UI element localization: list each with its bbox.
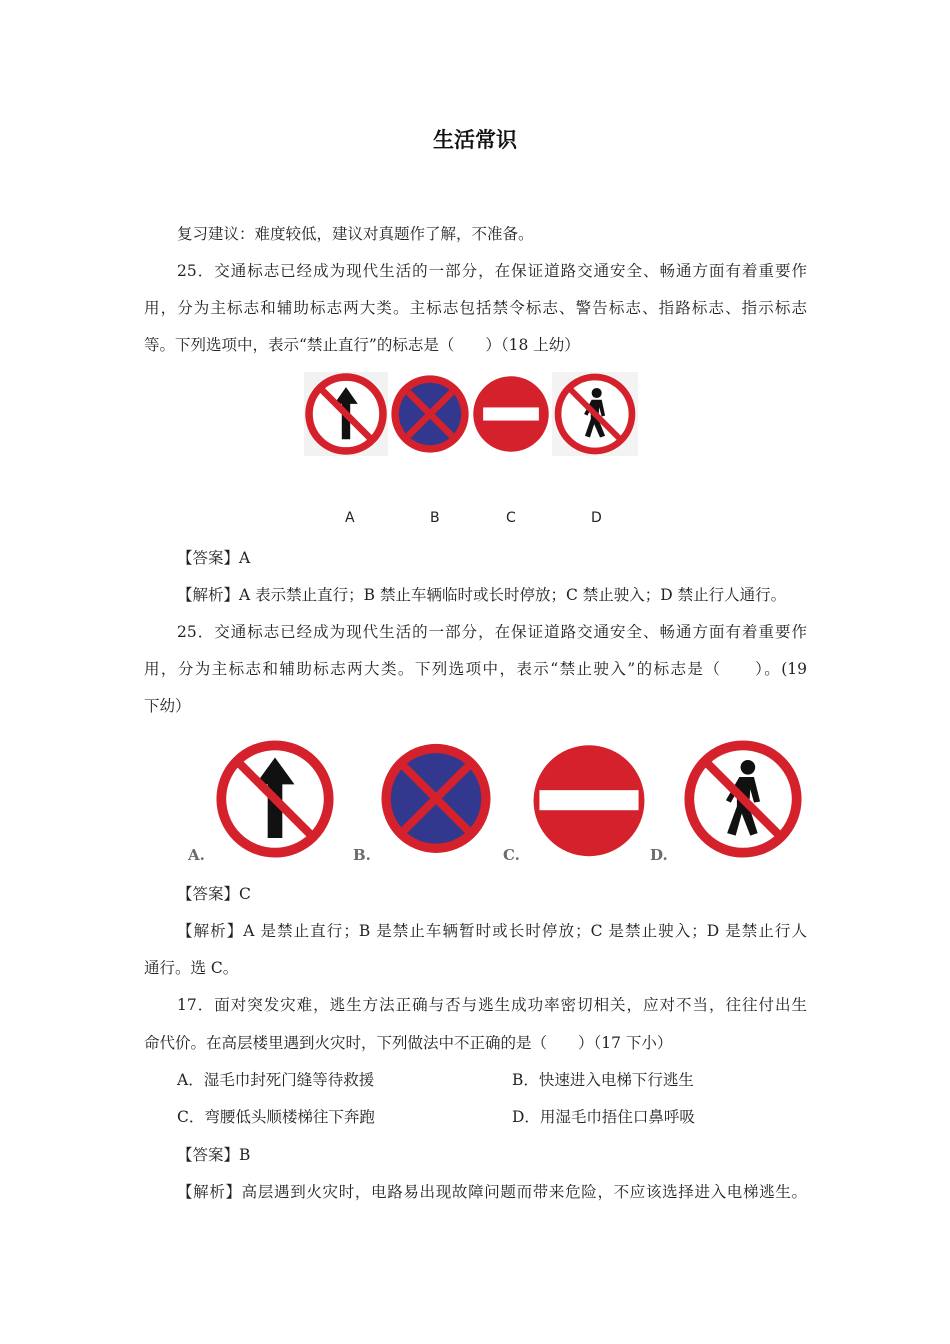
q2-option-label-c: C. <box>503 846 520 864</box>
no-pedestrian-icon <box>682 738 804 860</box>
q1-analysis: 【解析】A 表示禁止直行；B 禁止车辆临时或长时停放；C 禁止驶入；D 禁止行人通行。 <box>177 586 787 604</box>
q3-line-2: 命代价。在高层楼里遇到火灾时，下列做法中不正确的是（ ）（17 下小） <box>144 1034 673 1052</box>
no-parking-icon <box>388 372 472 456</box>
q1-option-label-b: B <box>430 510 440 526</box>
q3-choice-b: B．快速进入电梯下行逃生 <box>512 1071 694 1089</box>
q2-line-2: 用，分为主标志和辅助标志两大类。下列选项中，表示“禁止驶入”的标志是（ ）。(19 <box>144 660 807 678</box>
page-title: 生活常识 <box>433 128 517 152</box>
q2-option-label-b: B. <box>353 846 371 864</box>
q3-answer: 【答案】B <box>177 1146 251 1164</box>
q2-line-3: 下幼） <box>144 697 191 715</box>
q1-line-2: 用，分为主标志和辅助标志两大类。主标志包括禁令标志、警告标志、指路标志、指示标志 <box>144 299 807 317</box>
no-straight-icon <box>304 372 388 456</box>
q3-line-1: 17．面对突发灾难，逃生方法正确与否与逃生成功率密切相关，应对不当，往往付出生 <box>177 996 807 1014</box>
q1-answer: 【答案】A <box>177 549 251 567</box>
q3-choice-a: A．湿毛巾封死门缝等待救援 <box>177 1071 375 1089</box>
q2-analysis-line-1: 【解析】A 是禁止直行；B 是禁止车辆暂时或长时停放；C 是禁止驶入；D 是禁止行人 <box>177 922 807 940</box>
q3-choice-c: C．弯腰低头顺楼梯往下奔跑 <box>177 1108 375 1126</box>
q2-option-label-a: A. <box>188 846 205 864</box>
q2-answer: 【答案】C <box>177 885 251 903</box>
q1-option-label-a: A <box>345 510 355 526</box>
q1-option-label-d: D <box>591 510 602 526</box>
q3-choice-d: D．用湿毛巾捂住口鼻呼吸 <box>512 1108 695 1126</box>
q2-analysis-line-2: 通行。选 C。 <box>144 959 239 977</box>
no-pedestrian-icon <box>552 372 638 456</box>
q1-option-label-c: C <box>506 510 516 526</box>
q2-option-label-d: D. <box>650 846 668 864</box>
review-advice: 复习建议：难度较低，建议对真题作了解，不准备。 <box>177 225 534 243</box>
q1-line-1: 25．交通标志已经成为现代生活的一部分，在保证道路交通安全、畅通方面有着重要作 <box>177 262 807 280</box>
no-parking-icon <box>378 738 494 860</box>
no-straight-icon <box>214 738 336 860</box>
q1-line-3: 等。下列选项中，表示“禁止直行”的标志是（ ）（18 上幼） <box>144 336 580 354</box>
q3-analysis: 【解析】高层遇到火灾时，电路易出现故障问题而带来危险，不应该选择进入电梯逃生。 <box>177 1183 807 1201</box>
q2-line-1: 25．交通标志已经成为现代生活的一部分，在保证道路交通安全、畅通方面有着重要作 <box>177 623 807 641</box>
no-entry-icon <box>470 372 552 456</box>
no-entry-icon <box>530 738 648 860</box>
